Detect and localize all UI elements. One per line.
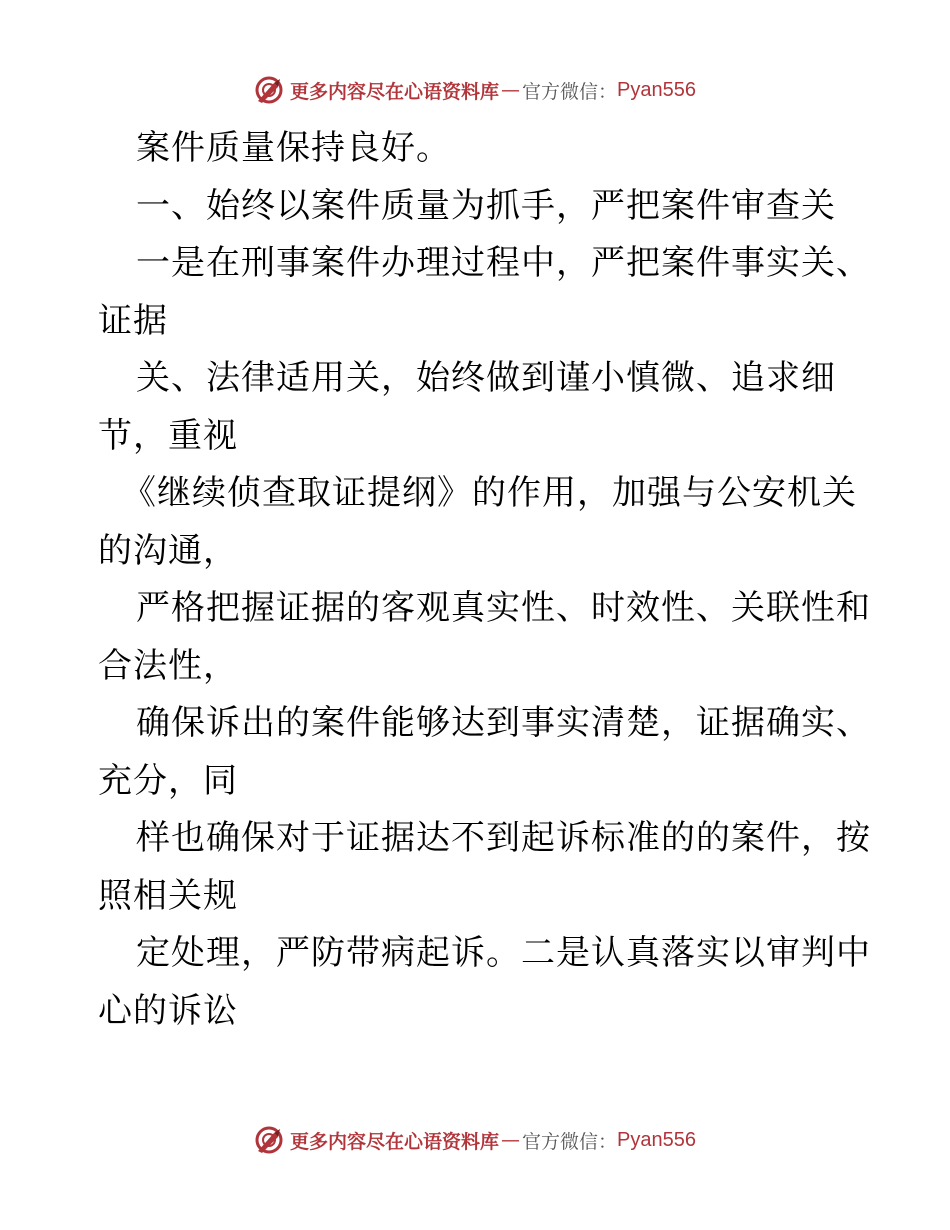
body-line: 《继续侦查取证提纲》的作用，加强与公安机关	[122, 473, 857, 513]
pen-logo-icon	[254, 75, 284, 105]
body-line: 节，重视	[98, 415, 238, 456]
body-line: 定处理，严防带病起诉。二是认真落实以审判中	[136, 933, 871, 973]
body-line: 样也确保对于证据达不到起诉标准的的案件，按	[136, 818, 871, 858]
body-line: 证据	[98, 300, 168, 341]
body-line: 严格把握证据的客观真实性、时效性、关联性和	[136, 588, 871, 628]
body-line: 充分，同	[98, 760, 238, 801]
header-wechat-label: 官方微信：	[522, 80, 618, 103]
footer-banner	[0, 1120, 950, 1160]
header-brand-text: 更多内容尽在心语资料库	[290, 80, 500, 103]
body-line: 的沟通，	[98, 530, 238, 571]
header-wechat-id: Pyan556	[617, 78, 696, 101]
body-line: 心的诉讼	[98, 990, 238, 1031]
pen-logo-icon	[254, 1125, 284, 1155]
footer-wechat-label: 官方微信：	[522, 1130, 618, 1153]
header-banner	[0, 70, 950, 110]
header-separator: —	[501, 79, 521, 101]
footer-wechat-id: Pyan556	[617, 1128, 696, 1151]
body-line: 一是在刑事案件办理过程中，严把案件事实关、	[136, 243, 871, 283]
body-line: 关、法律适用关，始终做到谨小慎微、追求细	[136, 358, 836, 398]
body-line: 确保诉出的案件能够达到事实清楚，证据确实、	[136, 703, 871, 743]
body-line: 案件质量保持良好。	[136, 128, 451, 168]
footer-separator: —	[501, 1129, 521, 1151]
footer-brand-text: 更多内容尽在心语资料库	[290, 1130, 500, 1153]
body-line: 照相关规	[98, 875, 238, 916]
body-line: 一、始终以案件质量为抓手，严把案件审查关	[136, 185, 836, 226]
document-body	[98, 120, 871, 1040]
body-line: 合法性，	[98, 645, 238, 686]
